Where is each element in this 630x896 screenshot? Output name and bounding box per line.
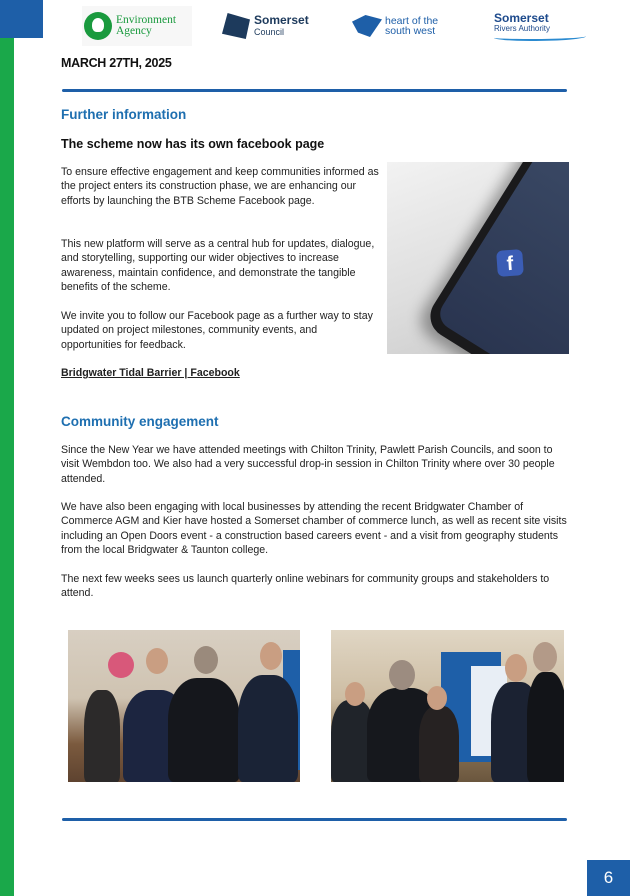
somerset-council-logo (222, 6, 318, 46)
community-event-photo (331, 630, 564, 782)
community-paragraph-3: The next few weeks sees us launch quarterly online webinars for community groups and stakeholders to attend. (61, 573, 550, 600)
community-paragraph-1: Since the New Year we have attended meetings with Chilton Trinity, Pawlett Parish Councils, and soon to visit Wembdon too. We also had a very successful drop-in session in Chilton Trinity where over 30 people attended. (61, 444, 555, 485)
somerset-council-dragon-icon (222, 13, 250, 39)
somerset-rivers-authority-logo: Somerset Rivers Authority (494, 6, 590, 46)
environment-agency-logo (82, 6, 192, 46)
environment-agency-emblem-icon (84, 12, 112, 40)
left-accent-stripe (0, 0, 14, 896)
facebook-paragraph-2: This new platform will serve as a central hub for updates, dialogue, and storytelling, supporting our wider objectives to increase awareness, maintain confidence, and demonstrate the tangible benefits of the scheme. (61, 238, 375, 294)
facebook-page-link[interactable]: Bridgwater Tidal Barrier | Facebook (61, 367, 240, 379)
bottom-divider (62, 818, 567, 821)
community-paragraph-2: We have also been engaging with local businesses by attending the recent Bridgwater Chamber of Commerce AGM and Kier have hosted a Somerset chamber of commerce lunch, as well as recent site visits including an Open Doors event - a construction based careers event - and a visit from geography students from the local Bridgwater & Taunton college. (61, 501, 567, 557)
heart-of-south-west-map-icon (352, 15, 382, 37)
heart-of-south-west-wordmark: heart of the south west (385, 15, 439, 37)
somerset-council-wordmark: Somerset Council (254, 13, 309, 37)
phone-facebook-photo (387, 162, 569, 354)
facebook-page-subheading: The scheme now has its own facebook page (61, 137, 325, 151)
top-divider (62, 89, 567, 92)
drop-in-session-photo (68, 630, 300, 782)
smartphone-image (422, 162, 569, 354)
newsletter-date: MARCH 27TH, 2025 (61, 56, 172, 70)
facebook-paragraph-3: We invite you to follow our Facebook page as a further way to stay updated on project milestones, community events, and opportunities for feedback. (61, 310, 373, 351)
facebook-paragraph-1: To ensure effective engagement and keep communities informed as the project enters its construction phase, we are enhancing our efforts by launching the BTB Scheme Facebook page. (61, 166, 379, 207)
environment-agency-wordmark: Environment Agency (116, 14, 177, 37)
heart-of-south-west-logo (352, 6, 452, 46)
further-information-heading: Further information (61, 107, 187, 122)
page-number: 6 (587, 860, 630, 896)
community-engagement-heading: Community engagement (61, 414, 219, 429)
river-swoosh-icon (494, 33, 586, 41)
facebook-app-icon: f (496, 249, 524, 277)
corner-accent-block (0, 0, 43, 38)
